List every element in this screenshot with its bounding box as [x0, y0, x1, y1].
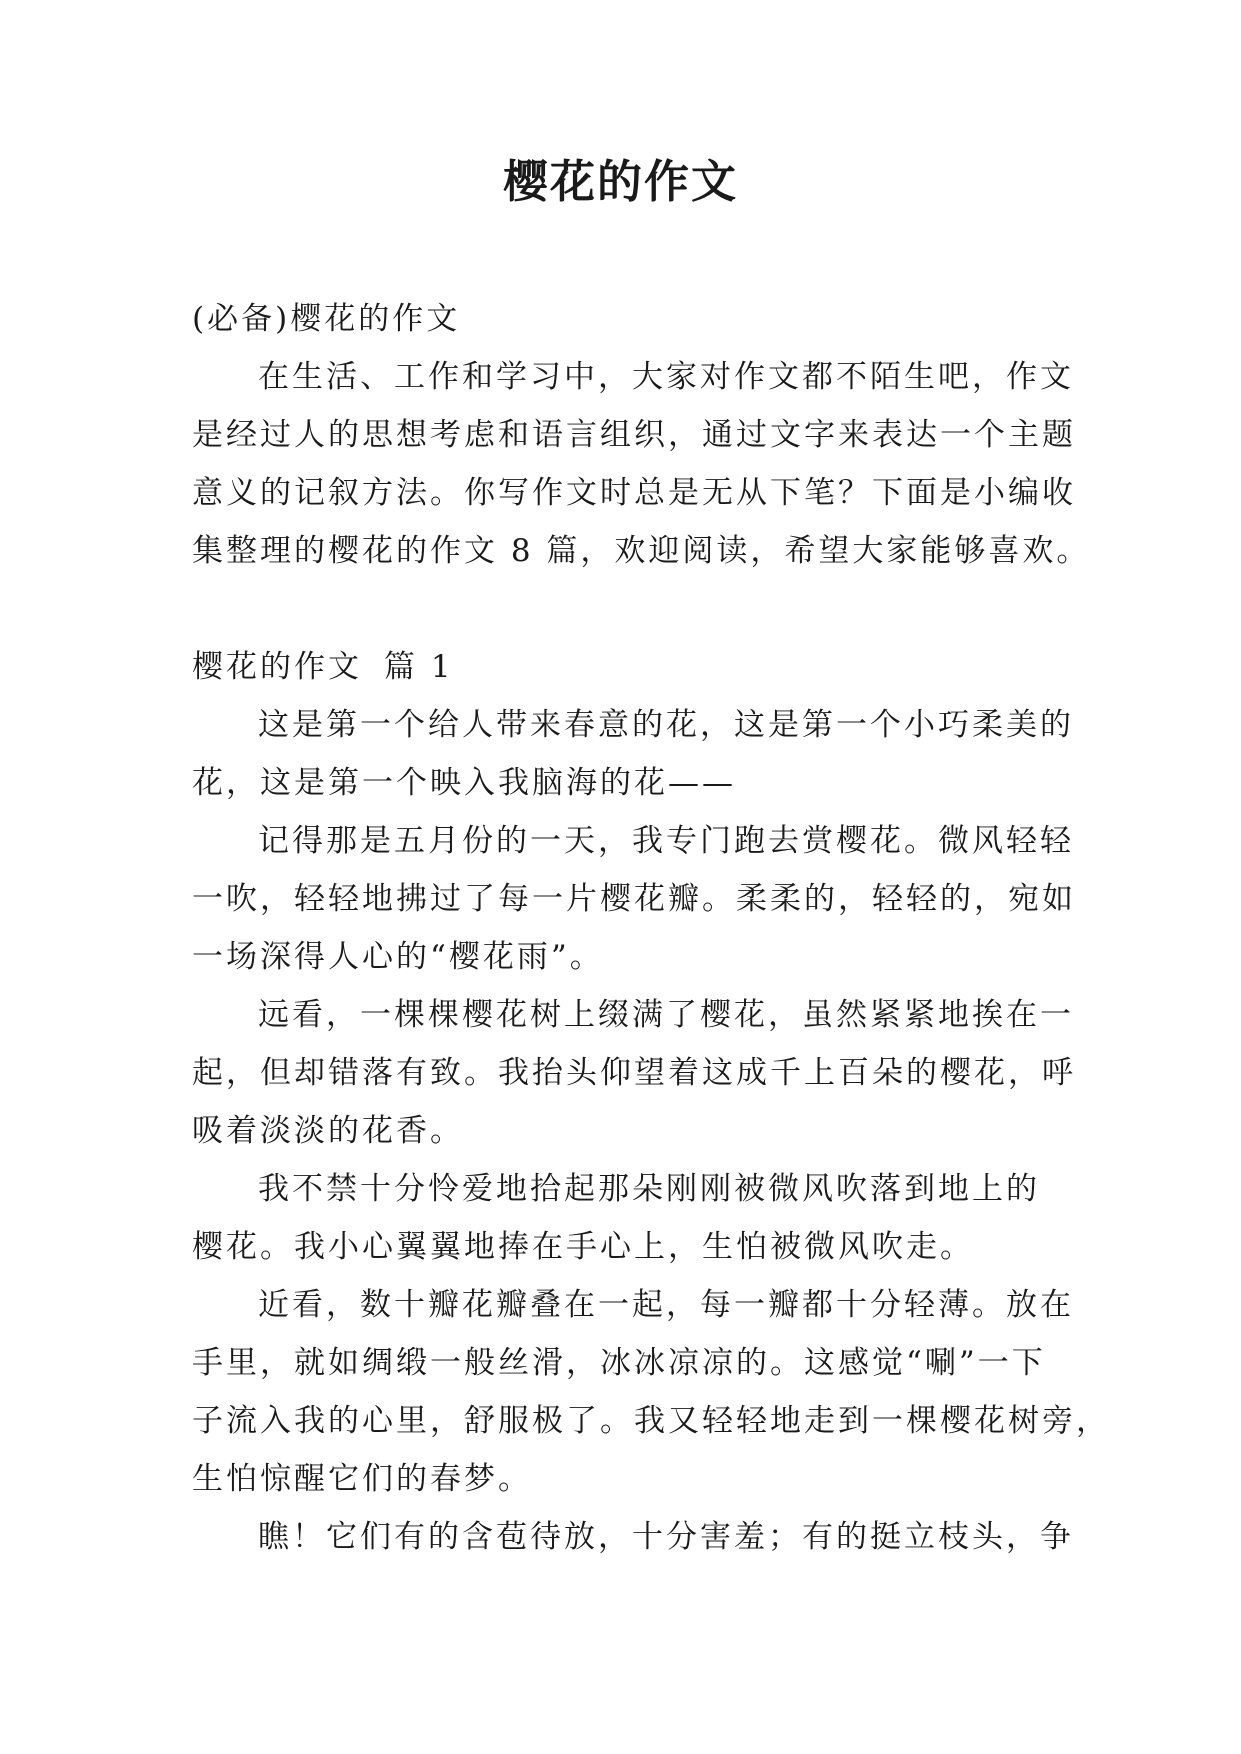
- paragraph-line: 一吹，轻轻地拂过了每一片樱花瓣。柔柔的，轻轻的，宛如: [192, 881, 1076, 917]
- document-body: [192, 290, 1110, 1566]
- intro-line: 是经过人的思想考虑和语言组织，通过文字来表达一个主题: [192, 417, 1076, 453]
- intro-line: 在生活、工作和学习中，大家对作文都不陌生吧，作文: [258, 359, 1074, 395]
- paragraph-line: 起，但却错落有致。我抬头仰望着这成千上百朵的樱花，呼: [192, 1055, 1076, 1091]
- document-title: 樱花的作文: [502, 155, 738, 208]
- paragraph-line: 樱花。我小心翼翼地捧在手心上，生怕被微风吹走。: [192, 1229, 974, 1265]
- paragraph: [192, 1276, 1110, 1508]
- section-heading: [192, 638, 1062, 696]
- paragraph-line: 这是第一个给人带来春意的花，这是第一个小巧柔美的: [258, 707, 1074, 743]
- paragraph-line: 生怕惊醒它们的春梦。: [192, 1461, 532, 1497]
- paragraph: [192, 1160, 1062, 1276]
- section-heading-label: 篇 1: [384, 649, 454, 685]
- paragraph-line: 远看，一棵棵樱花树上缀满了樱花，虽然紧紧地挨在一: [258, 997, 1074, 1033]
- document-subtitle: (必备)樱花的作文: [192, 301, 461, 337]
- paragraph: [192, 986, 1076, 1160]
- paragraph-line: 子流入我的心里，舒服极了。我又轻轻地走到一棵樱花树旁，: [192, 1403, 1110, 1439]
- paragraph-line: 花，这是第一个映入我脑海的花——: [192, 765, 736, 801]
- intro-paragraph: [192, 348, 1091, 580]
- paragraph-line: 一场深得人心的“樱花雨”。: [192, 939, 604, 975]
- paragraph: [192, 1508, 1074, 1566]
- intro-line: 集整理的樱花的作文 8 篇，欢迎阅读，希望大家能够喜欢。: [192, 533, 1091, 569]
- paragraph-line: 吸着淡淡的花香。: [192, 1113, 464, 1149]
- paragraph: [192, 696, 1074, 812]
- paragraph-line: 记得那是五月份的一天，我专门跑去赏樱花。微风轻轻: [258, 823, 1074, 859]
- paragraph-line: 近看，数十瓣花瓣叠在一起，每一瓣都十分轻薄。放在: [258, 1287, 1074, 1323]
- paragraph-line: 我不禁十分怜爱地拾起那朵刚刚被微风吹落到地上的: [258, 1171, 1040, 1207]
- section-heading-title: 樱花的作文: [192, 649, 362, 685]
- paragraph-line: 手里，就如绸缎一般丝滑，冰冰凉凉的。这感觉“唰”一下: [192, 1345, 1046, 1381]
- intro-line: 意义的记叙方法。你写作文时总是无从下笔？下面是小编收: [192, 475, 1076, 511]
- paragraph-line: 瞧！它们有的含苞待放，十分害羞；有的挺立枝头，争: [258, 1519, 1074, 1555]
- paragraph: [192, 812, 1076, 986]
